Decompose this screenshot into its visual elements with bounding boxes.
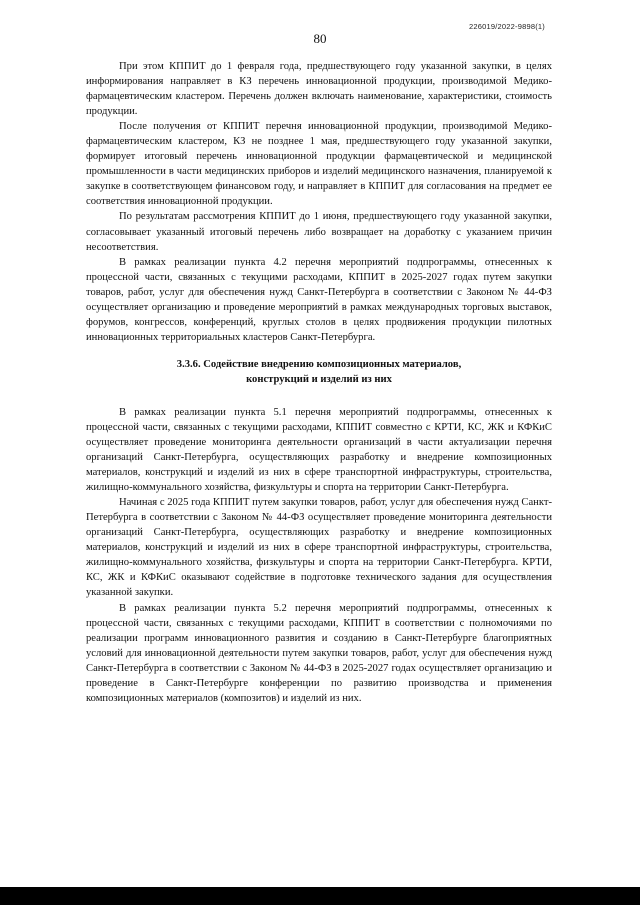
paragraph: В рамках реализации пункта 5.2 перечня мероприятий подпрограммы, отнесенных к процессной части, связанных с текущими расходами, КППИТ в соответствии с полномочиями по реализации программ инновационного развития и созданию в Санкт-Петербурге благоприятных условий для инновационной деятельности путем закупки товаров, работ, услуг для обеспечения нужд Санкт-Петербурга в соответствии с Законом № 44-ФЗ в 2025-2027 годах осуществляет организацию и проведение в Санкт-Петербурге конференции по развитию производства и применения композиционных материалов (композитов) и изделий из них. bbox=[86, 602, 552, 704]
paragraph: После получения от КППИТ перечня инновационной продукции, производимой Медико-фармацевтическим кластером, КЗ не позднее 1 мая, предшествующего году указанной закупки, формирует итоговый перечень инновационной продукции фармацевтической и медицинской промышленности в части медицинских приборов и изделий медицинского назначения, планируемой к закупке в соответствующем финансовом году, и направляет в КППИТ для согласования на предмет ее соответствия инновационной продукции. bbox=[86, 121, 552, 208]
section-heading-line: 3.3.6. Содействие внедрению композиционных материалов, bbox=[176, 358, 462, 370]
paragraph: В рамках реализации пункта 5.1 перечня мероприятий подпрограммы, отнесенных к процессной части, связанных с текущими расходами, КППИТ совместно с КРТИ, КС, ЖК и КФКиС осуществляет проведение мониторинга деятельности организаций в части актуализации перечня организаций Санкт-Петербурга, осуществляющих разработку и внедрение композиционных материалов, конструкций и изделий из них в сфере транспортной инфраструктуры, строительства, жилищно-коммунального хозяйства, физкультуры и спорта на территории Санкт-Петербурга. bbox=[86, 406, 552, 494]
scan-border bbox=[0, 887, 640, 905]
paragraph: При этом КППИТ до 1 февраля года, предшествующего году указанной закупки, в целях информирования направляет в КЗ перечень инновационной продукции, производимой Медико-фармацевтическим кластером. Перечень должен включать наименование, характеристики, стоимость продукции. bbox=[86, 61, 552, 118]
paragraph: По результатам рассмотрения КППИТ до 1 июня, предшествующего году указанной закупки, согласовывает указанный итоговый перечень либо возвращает на доработку с указанием причин несоответствия. bbox=[86, 211, 552, 253]
page-number: 80 bbox=[313, 31, 327, 46]
paragraph: Начиная с 2025 года КППИТ путем закупки товаров, работ, услуг для обеспечения нужд Санкт-Петербурга в соответствии с Законом № 44-ФЗ осуществляет проведение мониторинга деятельности организаций Санкт-Петербурга, осуществляющих разработку и внедрение композиционных материалов, конструкций и изделий из них в сфере транспортной инфраструктуры, строительства, жилищно-коммунального хозяйства, физкультуры и спорта на территории Санкт-Петербурга. КРТИ, КС, ЖК и КФКиС оказывают содействие в подготовке технического задания для осуществления указанной закупки. bbox=[86, 497, 552, 599]
document-id: 226019/2022-9898(1) bbox=[469, 22, 545, 31]
section-heading-line: конструкций и изделий из них bbox=[246, 373, 392, 385]
paragraph: В рамках реализации пункта 4.2 перечня мероприятий подпрограммы, отнесенных к процессной части, связанных с текущими расходами, КППИТ в 2025-2027 годах путем закупки товаров, работ, услуг для обеспечения нужд Санкт-Петербурга в соответствии с Законом № 44-ФЗ осуществляет организацию и проведение мероприятий в рамках международных торговых выставок, форумов, конгрессов, конференций, круглых столов в целях продвижения продукции пилотных инновационных территориальных кластеров Санкт-Петербурга. bbox=[86, 256, 552, 343]
section-heading bbox=[86, 357, 552, 387]
document-body bbox=[86, 59, 552, 706]
